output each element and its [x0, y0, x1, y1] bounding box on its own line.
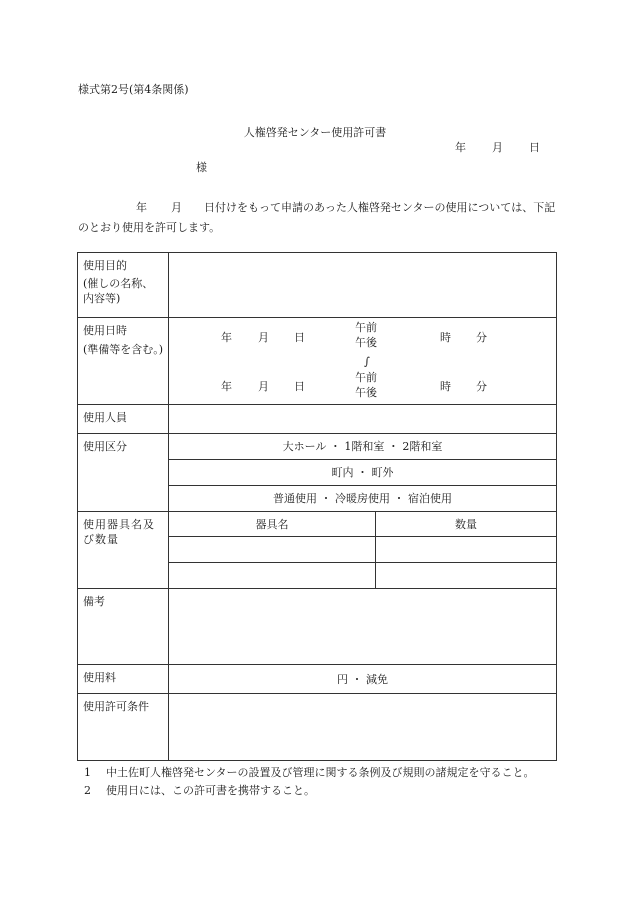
conditions-label-cell: [78, 694, 169, 761]
purpose-label: 使用目的: [83, 259, 127, 272]
start-pm: 午後: [355, 336, 377, 349]
category-area[interactable]: 町内 ・ 町外: [169, 460, 557, 486]
fee-label-cell: [78, 665, 169, 694]
note-text: 使用日には、この許可書を携帯すること。: [106, 784, 315, 797]
datetime-label-cell: [78, 318, 169, 405]
end-hour: 時: [440, 380, 451, 393]
datetime-label: 使用日時: [83, 324, 127, 337]
equipment-qty-header: 数量: [376, 512, 557, 537]
form-number: 様式第2号(第4条関係): [78, 83, 189, 96]
people-label: 使用人員: [83, 411, 127, 424]
note-item: [84, 764, 554, 782]
end-year: 年: [221, 380, 232, 393]
category-label: 使用区分: [83, 440, 127, 453]
purpose-sublabel: (催しの名称、内容等): [83, 277, 154, 305]
end-day: 日: [294, 380, 305, 393]
end-am: 午前: [355, 371, 377, 384]
remarks-label: 備考: [83, 595, 105, 608]
equipment-name-field-1[interactable]: [169, 537, 376, 563]
datetime-sublabel: (準備等を含む。): [83, 343, 164, 356]
start-day: 日: [294, 331, 305, 344]
start-datetime: [169, 320, 556, 360]
end-pm: 午後: [355, 386, 377, 399]
start-hour: 時: [440, 331, 451, 344]
issue-month-label: 月: [492, 141, 503, 154]
tilde-mark: ∫: [364, 355, 370, 368]
equipment-name-header: 器具名: [169, 512, 376, 537]
note-text: 中土佐町人権啓発センターの設置及び管理に関する条例及び規則の諸規定を守ること。: [106, 766, 535, 779]
purpose-label-cell: [78, 253, 169, 318]
equipment-label: 使用器具名及び数量: [83, 518, 155, 546]
category-label-cell: [78, 434, 169, 512]
equipment-name-field-2[interactable]: [169, 563, 376, 589]
start-month: 月: [258, 331, 269, 344]
range-separator: [169, 355, 556, 370]
start-am: 午前: [355, 321, 377, 334]
intro-month: 月: [171, 201, 182, 214]
end-datetime: [169, 370, 556, 403]
intro-year: 年: [136, 201, 147, 214]
addressee-suffix: 様: [196, 161, 207, 174]
note-number: 1: [84, 766, 91, 779]
equipment-qty-field-1[interactable]: [376, 537, 557, 563]
equipment-label-cell: [78, 512, 169, 589]
note-number: 2: [84, 784, 91, 797]
fee-label: 使用料: [83, 671, 116, 684]
equipment-qty-field-2[interactable]: [376, 563, 557, 589]
note-item: [84, 782, 554, 800]
category-rooms[interactable]: 大ホール ・ 1階和室 ・ 2階和室: [169, 434, 557, 460]
fee-field[interactable]: 円 ・ 減免: [169, 665, 557, 694]
conditions-field[interactable]: [169, 694, 557, 761]
category-use[interactable]: 普通使用 ・ 冷暖房使用 ・ 宿泊使用: [169, 486, 557, 512]
end-month: 月: [258, 380, 269, 393]
end-minute: 分: [476, 380, 487, 393]
start-year: 年: [221, 331, 232, 344]
remarks-label-cell: [78, 589, 169, 665]
document-title: 人権啓発センター使用許可書: [243, 126, 387, 139]
start-minute: 分: [476, 331, 487, 344]
intro-text: 日付けをもって申請のあった人権啓発センターの使用については、下記のとおり使用を許可します。: [78, 201, 556, 234]
people-field[interactable]: [169, 405, 557, 434]
datetime-field[interactable]: [169, 318, 557, 405]
issue-date: [455, 141, 540, 155]
issue-year-label: 年: [455, 141, 466, 154]
permit-form-table: [77, 252, 557, 761]
conditions-label: 使用許可条件: [83, 700, 149, 713]
intro-paragraph: [78, 198, 556, 238]
purpose-field[interactable]: [169, 253, 557, 318]
issue-day-label: 日: [529, 141, 540, 154]
remarks-field[interactable]: [169, 589, 557, 665]
notes-list: [84, 764, 554, 800]
people-label-cell: [78, 405, 169, 434]
